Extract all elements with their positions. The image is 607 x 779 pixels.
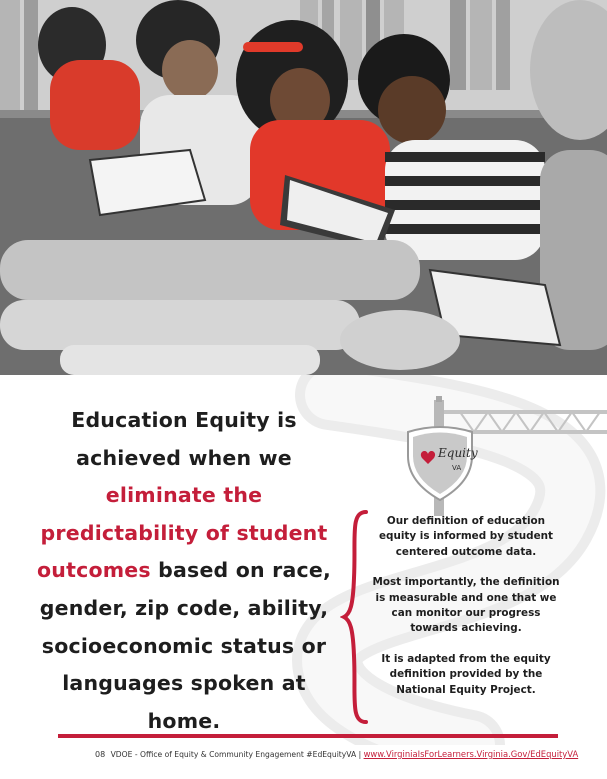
note-paragraph: Most importantly, the definition is measurable and one that we can monitor our progress towards achieving.	[372, 576, 560, 635]
statement-highlight: eliminate the	[105, 483, 263, 508]
statement-text: based on race,	[150, 558, 331, 583]
statement-line: achieved when we	[76, 445, 292, 470]
statement-highlight: outcomes	[37, 558, 151, 583]
statement-highlight: predictability of student	[40, 520, 328, 545]
curly-brace-decoration	[340, 508, 372, 726]
children-reading-illustration	[0, 0, 607, 375]
definition-note	[372, 514, 560, 713]
equity-va-logo	[438, 446, 482, 474]
page-footer	[95, 749, 595, 759]
footer-link[interactable]: www.VirginiaIsForLearners.Virginia.Gov/EdEquityVA	[363, 749, 579, 759]
highway-sign-gantry	[400, 396, 607, 516]
statement-line: gender, zip code, ability,	[39, 595, 329, 620]
hero-photo	[0, 0, 607, 375]
note-paragraph: Our definition of education equity is informed by student centered outcome data.	[378, 515, 554, 558]
logo-subtext: VA	[452, 464, 462, 472]
footer-rule	[58, 734, 558, 738]
equity-statement	[34, 402, 334, 740]
statement-line: socioeconomic status or	[41, 633, 327, 658]
statement-line: Education Equity is	[71, 408, 297, 432]
statement-line: home.	[147, 708, 221, 733]
statement-line	[34, 552, 334, 590]
statement-line: languages spoken at	[62, 671, 306, 696]
page-number: 08	[95, 750, 106, 759]
logo-text: Equity	[438, 446, 478, 460]
footer-credit: VDOE - Office of Equity & Community Engagement #EdEquityVA |	[110, 750, 362, 759]
note-paragraph: It is adapted from the equity definition provided by the National Equity Project.	[381, 652, 551, 696]
